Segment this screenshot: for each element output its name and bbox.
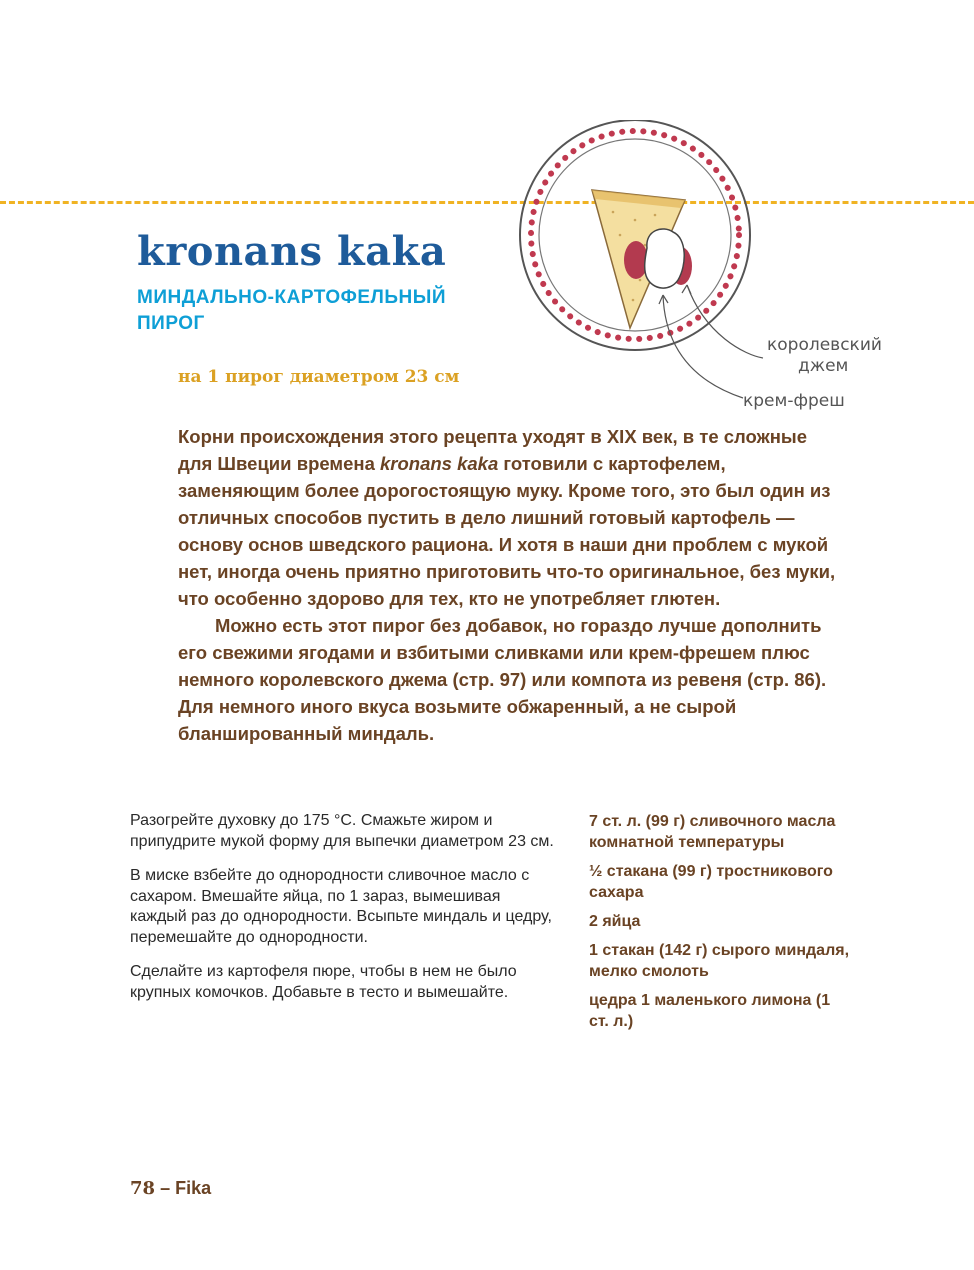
recipe-title: kronans kaka: [137, 228, 447, 275]
ingredients-list: [589, 811, 849, 1040]
pie-slice-illustration: [495, 120, 895, 420]
book-title: Fika: [175, 1178, 212, 1198]
label-creme: крем-фреш: [743, 391, 845, 411]
jam-left: [624, 241, 648, 279]
jam-pointer: [687, 285, 763, 358]
label-jam-2: джем: [798, 356, 849, 376]
creme-fraiche-dollop: [645, 229, 685, 288]
step: Сделайте из картофеля пюре, чтобы в нем не было крупных комочков. Добавьте в тесто и вымешайте.: [130, 963, 517, 1001]
recipe-yield: на 1 пирог диаметром 23 см: [178, 367, 460, 387]
ingredient: цедра 1 маленького лимона (1 ст. л.): [589, 992, 831, 1030]
ingredient: 2 яйца: [589, 913, 641, 930]
ingredient: 1 стакан (142 г) сырого миндаля, мелко смолоть: [589, 942, 850, 980]
intro-paragraph-2: Можно есть этот пирог без добавок, но гораздо лучше дополнить его свежими ягодами и взбитыми сливками или крем-фрешем плюс немного королевского джема (стр. 97) или компота из ревеня (стр. 86). Для немного иного вкуса возьмите обжаренный, а не сырой бланшированный миндаль.: [178, 615, 827, 744]
page-footer: [130, 1178, 211, 1199]
ingredient: ½ стакана (99 г) тростникового сахара: [589, 863, 833, 901]
intro-paragraph-1: Корни происхождения этого рецепта уходят в XIX век, в те сложные для Швеции времена kronans kaka готовили с картофелем, заменяющим более дорогостоящую муку. Кроме того, это был один из отличных способов пустить в дело лишний готовый картофель — основу основ шведского рациона. И хотя в наши дни проблем с мукой нет, иногда очень приятно приготовить что-то оригинальное, без муки, что особенно здорово для тех, кто не употребляет глютен.: [178, 426, 836, 609]
recipe-subtitle: МИНДАЛЬНО-КАРТОФЕЛЬНЫЙ ПИРОГ: [137, 287, 447, 334]
step: Разогрейте духовку до 175 °С. Смажьте жиром и припудрите мукой форму для выпечки диаметром 23 см.: [130, 812, 554, 850]
method-steps: [130, 811, 555, 1017]
step: В миске взбейте до однородности сливочное масло с сахаром. Вмешайте яйца, по 1 зараз, вымешивая каждый раз до однородности. Всыпьте миндаль и цедру, перемешайте до однородности.: [130, 867, 552, 946]
creme-pointer: [663, 295, 743, 398]
ingredient: 7 ст. л. (99 г) сливочного масла комнатной температуры: [589, 813, 836, 851]
label-jam-1: королевский: [767, 335, 882, 355]
footer-separator: –: [155, 1178, 176, 1198]
page-number: 78: [130, 1178, 156, 1199]
intro-text: [178, 423, 838, 747]
